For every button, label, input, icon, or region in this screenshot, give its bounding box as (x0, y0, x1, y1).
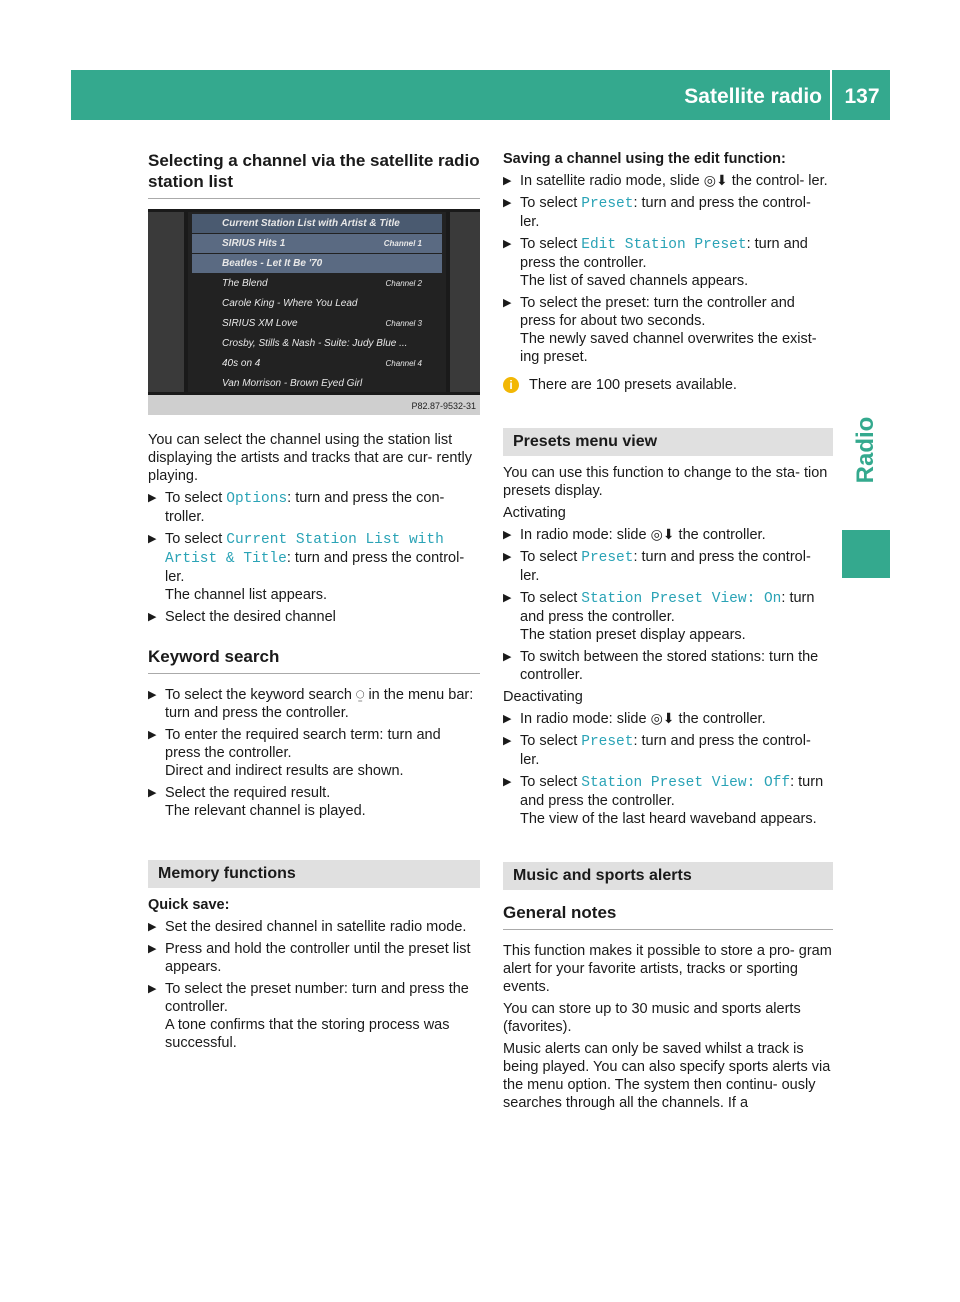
step: ▶ To select Station Preset View: On: turn and press the controller. The station preset display appears. (503, 590, 815, 643)
intro-text: You can select the channel using the station list displaying the artists and tracks that are cur- rently playing. (148, 432, 472, 484)
step: ▶ To select Preset: turn and press the control- ler. (503, 195, 811, 230)
activating-heading: Activating (503, 505, 566, 521)
step: ▶ Set the desired channel in satellite radio mode. (148, 919, 467, 935)
section-title-memory: Memory functions (148, 860, 480, 888)
section-title-alerts: Music and sports alerts (503, 862, 833, 890)
step: ▶ Select the required result. The relevant channel is played. (148, 785, 366, 819)
step: ▶ To switch between the stored stations: turn the controller. (503, 649, 819, 683)
step: ▶ In satellite radio mode, slide ◎⬇ the control- ler. (503, 173, 828, 189)
step: ▶ To select the preset number: turn and press the controller. A tone confirms that the storing process was successful. (148, 981, 469, 1051)
page-number: 137 (844, 85, 880, 108)
section-title-keyword-search: Keyword search (148, 646, 480, 674)
header-divider (830, 70, 832, 120)
quick-save-heading: Quick save: (148, 897, 230, 913)
step: ▶ To select the preset: turn the controller and press for about two seconds. The newly saved channel overwrites the exist- ing preset. (503, 295, 817, 365)
step: ▶ In radio mode: slide ◎⬇ the controller. (503, 527, 766, 543)
controller-slide-icon: ◎⬇ (650, 711, 675, 727)
step: ▶ To select Preset: turn and press the control- ler. (503, 733, 811, 768)
side-tab-marker (842, 530, 890, 578)
screen-row: Carole King - Where You Lead (222, 298, 358, 309)
screen-row: 40s on 4 Channel 4 (222, 358, 422, 369)
section-title-presets-view: Presets menu view (503, 428, 833, 456)
image-code: P82.87-9532-31 (411, 401, 476, 411)
page-header (71, 70, 890, 120)
screen-row-heading: Current Station List with Artist & Title (192, 214, 442, 233)
step: ▶ To select the keyword search ⍜ in the menu bar: turn and press the controller. (148, 687, 474, 721)
left-column (148, 150, 480, 1052)
side-tab (842, 400, 890, 500)
step: ▶ To select Station Preset View: Off: turn and press the controller. The view of the last heard waveband appears. (503, 774, 824, 827)
screen-row: Crosby, Stills & Nash - Suite: Judy Blue ... (222, 338, 408, 349)
screen-row: Beatles - Let It Be '70 (192, 254, 442, 273)
step: ▶ In radio mode: slide ◎⬇ the controller. (503, 711, 766, 727)
header-title: Satellite radio (684, 85, 822, 108)
deactivating-heading: Deactivating (503, 689, 583, 705)
side-tab-label: Radio (852, 416, 879, 484)
step: ▶ To select Edit Station Preset: turn and press the controller. The list of saved channels appears. (503, 236, 808, 289)
screen-row: SIRIUS XM Love Channel 3 (222, 318, 422, 329)
right-column: Saving a channel using the edit function: ▶ In satellite radio mode, slide ◎⬇ the control- ler. ▶ To select Preset: turn and press the control- ler. ▶ To select Edit Station Preset: turn and press the controller. The list of saved channels appears. ▶ To select the preset: turn the controller and press for about two seconds. The newly saved channel overwrites the exist- ing preset. i There are 100 presets available. Presets menu view You can use this function to change to the sta- tion presets display. Activating ▶ In radio mode: slide ◎⬇ the controller. ▶ To select Preset: turn and press the control- ler. ▶ To select Station Preset View: On: turn and press the controller. The station preset display appears. ▶ To switch between the stored stations: turn the controller. Deactivating ▶ In radio mode: slide ◎⬇ the controller. ▶ To select Preset: turn and press the control- ler. ▶ To select Station Preset View: Off: turn and press the controller. The view of the last heard waveband appears. Music and sports alerts General notes This function makes it possible to store a pro- gram alert for your favorite artists, tracks or sporting events. You can store up to 30 music and sports alerts (favorites). Music alerts can only be saved whilst a track is being played. You can also specify sports alerts via the menu option. The system then continu- ously searches through all the channels. If a (503, 151, 832, 1111)
screen-row: SIRIUS Hits 1 Channel 1 (192, 234, 442, 253)
controller-slide-icon: ◎⬇ (650, 527, 675, 543)
section-title-station-list: Selecting a channel via the satellite radio station list (148, 150, 480, 199)
step: ▶ To enter the required search term: turn and press the controller. Direct and indirect results are shown. (148, 727, 441, 779)
step: ▶ To select Current Station List with Artist & Title: turn and press the control- ler. The channel list appears. (148, 531, 465, 603)
search-icon: ⍜ (356, 687, 365, 703)
screen-row: The Blend Channel 2 (222, 278, 422, 289)
controller-slide-icon: ◎⬇ (703, 173, 728, 189)
step: ▶ Press and hold the controller until the preset list appears. (148, 941, 471, 975)
station-list-screenshot (148, 209, 480, 415)
info-icon: i (503, 377, 519, 393)
step: ▶ To select Options: turn and press the con- troller. (148, 490, 445, 525)
info-note: i There are 100 presets available. (503, 376, 833, 394)
step: ▶ Select the desired channel (148, 609, 336, 625)
edit-function-heading: Saving a channel using the edit function: (503, 151, 786, 167)
step: ▶ To select Preset: turn and press the control- ler. (503, 549, 811, 584)
screen-row: Van Morrison - Brown Eyed Girl (222, 378, 363, 389)
section-title-general-notes: General notes (503, 902, 833, 930)
